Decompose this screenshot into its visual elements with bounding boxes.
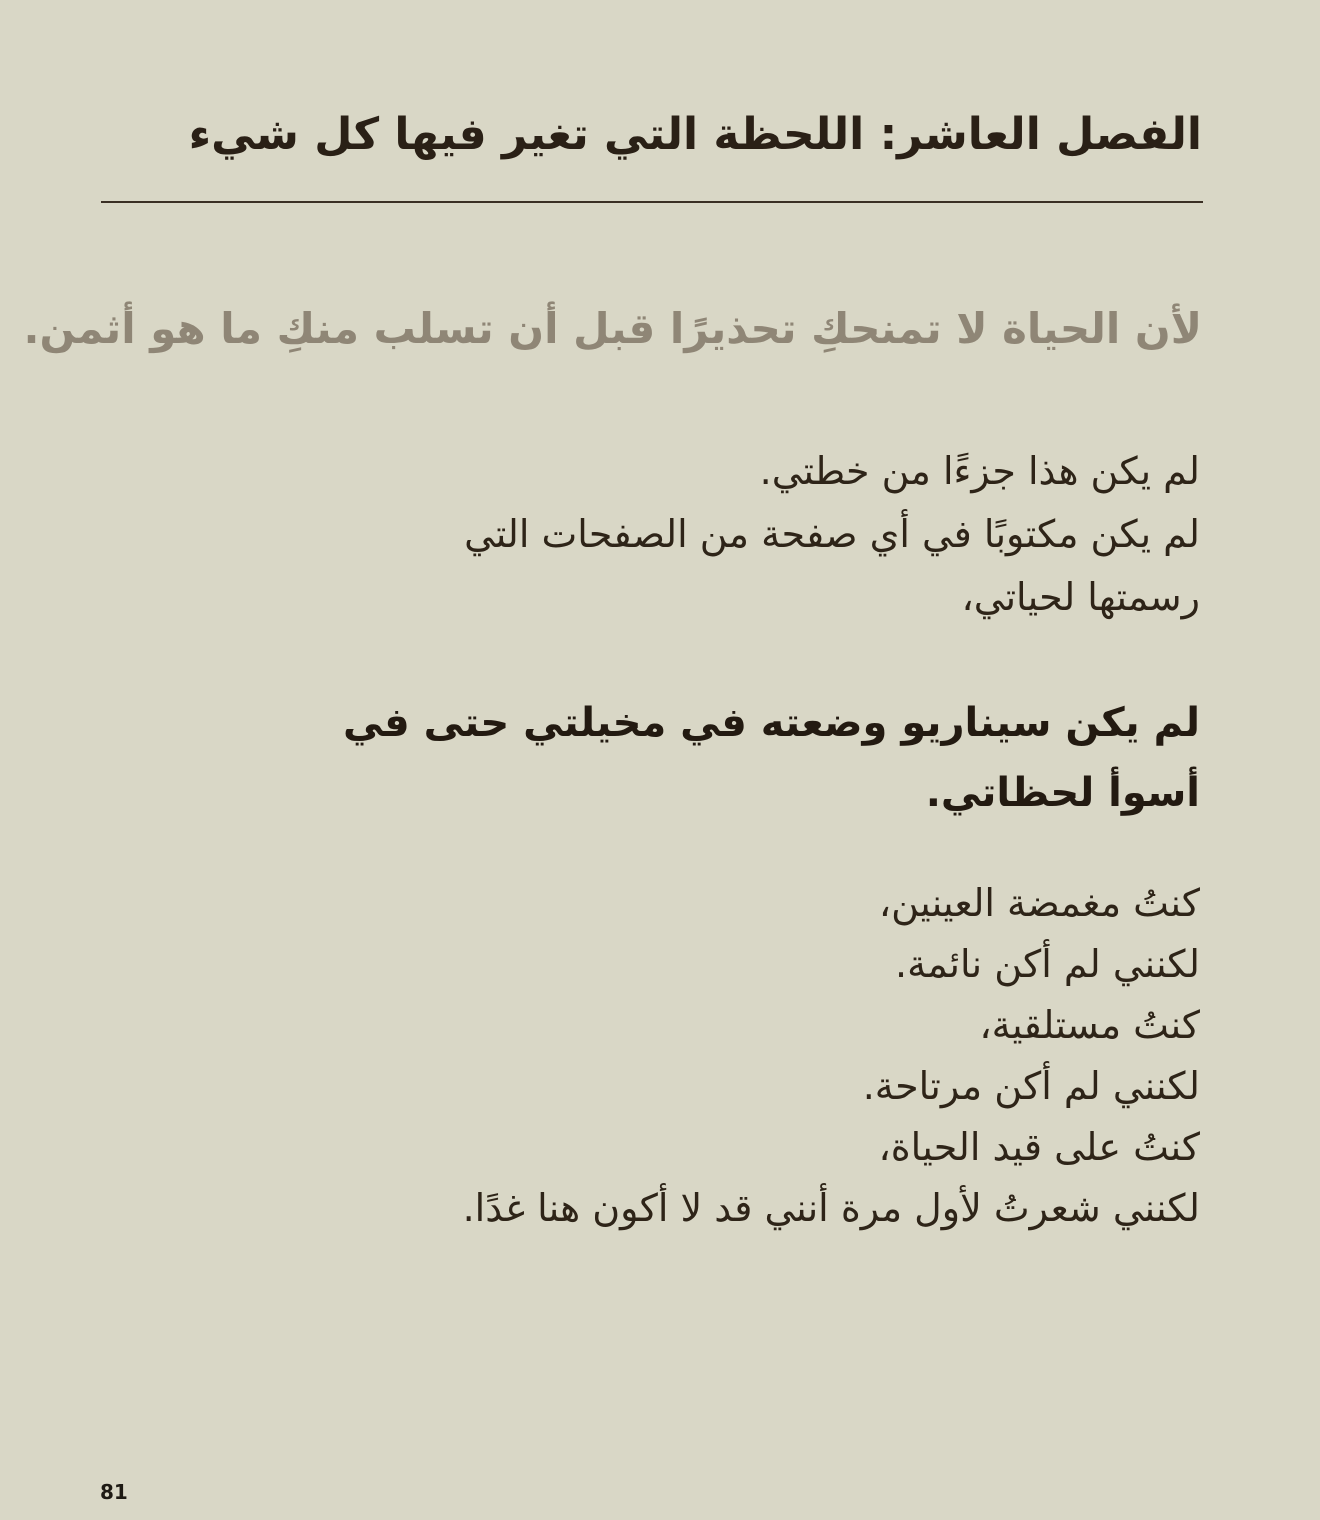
text-line: كنتُ مغمضة العينين،: [878, 881, 1200, 925]
epigraph: لأن الحياة لا تمنحكِ تحذيرًا قبل أن تسلب منكِ ما هو أثمن.: [23, 304, 1202, 353]
paragraph-1: [120, 440, 1200, 629]
paragraph-2-emphasis: [120, 688, 1200, 828]
text-line: لكنني شعرتُ لأول مرة أنني قد لا أكون هنا غدًا.: [462, 1186, 1200, 1230]
paragraph-3: [120, 873, 1200, 1239]
chapter-title: الفصل العاشر: اللحظة التي تغير فيها كل شيء: [188, 109, 1202, 160]
page-number: 81: [100, 1480, 128, 1504]
text-line: لم يكن سيناريو وضعته في مخيلتي حتى في: [343, 700, 1200, 746]
text-line: لم يكن هذا جزءًا من خطتي.: [759, 449, 1200, 493]
text-line: كنتُ على قيد الحياة،: [878, 1125, 1200, 1169]
text-line: أسوأ لحظاتي.: [925, 770, 1200, 816]
title-divider: [101, 201, 1203, 203]
text-line: لم يكن مكتوبًا في أي صفحة من الصفحات التي: [464, 512, 1200, 556]
text-line: رسمتها لحياتي،: [961, 575, 1200, 619]
text-line: كنتُ مستلقية،: [979, 1003, 1200, 1047]
text-line: لكنني لم أكن نائمة.: [894, 942, 1200, 986]
text-line: لكنني لم أكن مرتاحة.: [862, 1064, 1200, 1108]
